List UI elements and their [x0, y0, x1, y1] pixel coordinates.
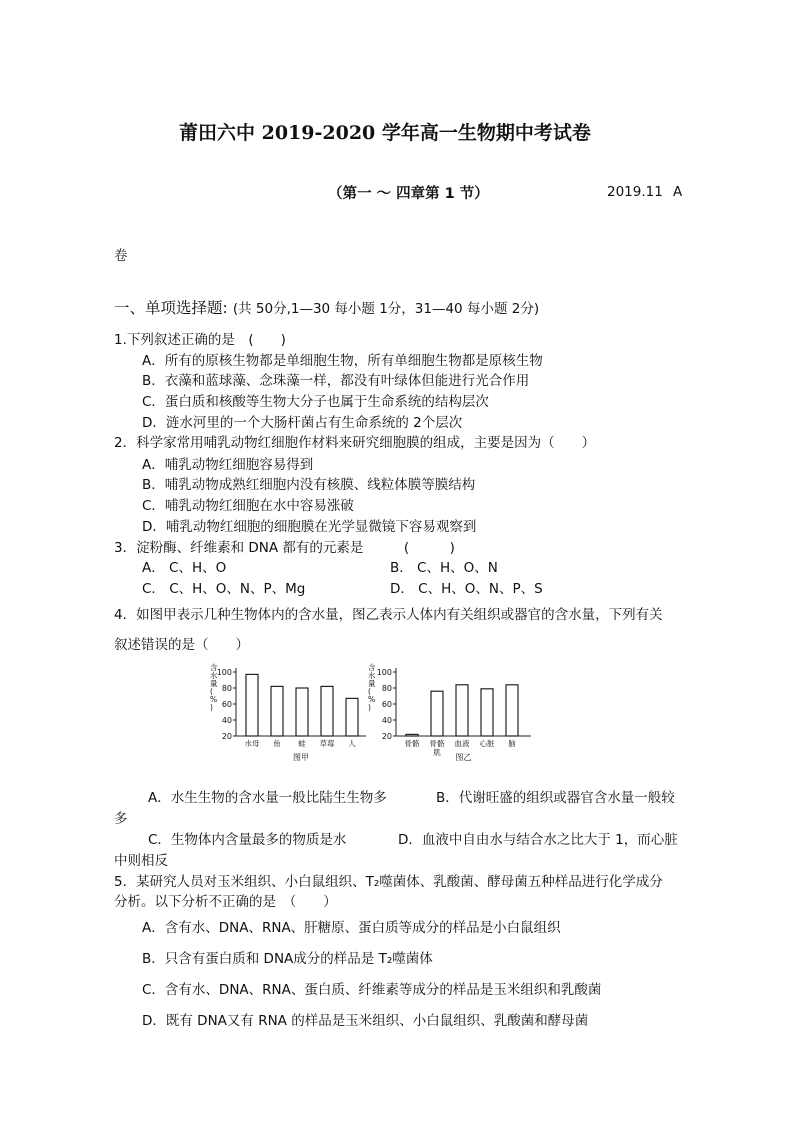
chart-yi: [368, 662, 531, 762]
q5-option-b: B．只含有蛋白质和 DNA成分的样品是 T₂噬菌体: [142, 951, 433, 967]
y-tick-label: 60: [221, 700, 232, 709]
q3-option-c: C． C、H、O、N、P、Mg: [142, 581, 306, 597]
bar: [346, 698, 358, 736]
q1-option-b: B．衣藻和蓝球藻、念珠藻一样，都没有叶绿体但能进行光合作用: [142, 373, 530, 389]
y-axis-label: 含水量( % ): [368, 663, 376, 712]
bar: [321, 686, 333, 736]
q3-option-a: A． C、H、O: [142, 560, 227, 576]
q3-option-d: D． C、H、O、N、P、S: [390, 581, 543, 597]
section-title: 一、单项选择题:: [114, 299, 228, 317]
q5-stem-line1: 5．某研究人员对玉米组织、小白鼠组织、T₂噬菌体、乳酸菌、酵母菌五种样品进行化学成分: [114, 874, 663, 890]
section-heading: [114, 296, 539, 318]
chart-title: 图甲: [293, 753, 309, 762]
y-tick-label: 40: [221, 716, 232, 725]
q1-option-d: D．涟水河里的一个大肠杆菌占有生命系统的 2个层次: [142, 415, 463, 431]
y-tick-label: 20: [221, 732, 232, 741]
q2-option-d: D．哺乳动物红细胞的细胞膜在光学显微镜下容易观察到: [142, 519, 477, 535]
chart-title: 图乙: [455, 753, 472, 762]
q5-option-c: C．含有水、DNA、RNA、蛋白质、纤维素等成分的样品是玉米组织和乳酸菌: [142, 982, 602, 998]
x-tick-label: 草莓: [319, 739, 335, 748]
bar: [481, 689, 493, 736]
q3-option-b: B． C、H、O、N: [390, 560, 498, 576]
x-tick-label: 脑: [508, 739, 516, 748]
y-axis-label: 含水量( % ): [210, 663, 218, 712]
x-tick-label: 水母: [244, 739, 260, 748]
q5-stem-line2: 分析。以下分析不正确的是 （ ）: [114, 894, 337, 910]
exam-date: 2019.11: [607, 184, 663, 200]
x-tick-label: 心脏: [479, 739, 495, 748]
exam-version: A: [673, 184, 683, 200]
q4-option-b-line1: B．代谢旺盛的组织或器官含水量一般较: [436, 790, 675, 806]
q4-figure: [200, 662, 540, 780]
bar: [246, 674, 258, 736]
q1-option-a: A．所有的原核生物都是单细胞生物，所有单细胞生物都是原核生物: [142, 353, 543, 369]
q1-stem: 1.下列叙述正确的是 ( ): [114, 332, 286, 348]
chart-jia: [210, 662, 366, 762]
exam-scope: （第一 ～ 四章第 1 节）: [328, 186, 489, 202]
bar: [406, 734, 418, 736]
y-tick-label: 80: [221, 684, 232, 693]
bar: [296, 688, 308, 736]
q2-option-c: C．哺乳动物红细胞在水中容易涨破: [142, 498, 354, 514]
q4-option-a: A．水生生物的含水量一般比陆生生物多: [148, 790, 387, 806]
exam-title: 莆田六中 2019-2020 学年高一生物期中考试卷: [179, 122, 591, 144]
x-tick-label: 血液: [454, 739, 470, 748]
bar: [456, 685, 468, 736]
q4-option-d-line1: D．血液中自由水与结合水之比大于 1，而心脏: [398, 832, 678, 848]
x-tick-label: 蛙: [298, 739, 306, 748]
q3-stem: 3．淀粉酶、纤维素和 DNA 都有的元素是 ( ): [114, 540, 455, 556]
bar: [431, 691, 443, 736]
q2-stem: 2．科学家常用哺乳动物红细胞作材料来研究细胞膜的组成，主要是因为（ ）: [114, 435, 596, 451]
x-tick-label: 鱼: [273, 739, 281, 748]
q4-stem-line2: 叙述错误的是（ ）: [114, 637, 249, 653]
y-tick-label: 20: [381, 732, 392, 741]
y-tick-label: 40: [381, 716, 392, 725]
bar: [271, 686, 283, 736]
q5-option-a: A．含有水、DNA、RNA、肝糖原、蛋白质等成分的样品是小白鼠组织: [142, 920, 561, 936]
exam-version-cont: 卷: [114, 248, 128, 264]
y-tick-label: 80: [381, 684, 392, 693]
q4-option-c: C．生物体内含量最多的物质是水: [148, 832, 347, 848]
y-tick-label: 100: [376, 668, 392, 677]
y-tick-label: 100: [216, 668, 232, 677]
q4-stem-line1: 4．如图甲表示几种生物体内的含水量，图乙表示人体内有关组织或器官的含水量，下列有关: [114, 607, 663, 623]
section-note: (共 50分,1—30 每小题 1分，31—40 每小题 2分): [232, 301, 540, 317]
q2-option-b: B．哺乳动物成熟红细胞内没有核膜、线粒体膜等膜结构: [142, 477, 476, 493]
q4-option-d-line2: 中则相反: [114, 853, 168, 869]
q5-option-d: D．既有 DNA又有 RNA 的样品是玉米组织、小白鼠组织、乳酸菌和酵母菌: [142, 1013, 589, 1029]
x-tick-label: 人: [348, 739, 356, 748]
x-tick-label: 骨骼肌: [429, 739, 445, 757]
q2-option-a: A．哺乳动物红细胞容易得到: [142, 457, 314, 473]
q4-option-b-line2: 多: [114, 811, 128, 827]
q1-option-c: C．蛋白质和核酸等生物大分子也属于生命系统的结构层次: [142, 394, 489, 410]
x-tick-label: 骨骼: [404, 739, 420, 748]
bar: [506, 685, 518, 736]
y-tick-label: 60: [381, 700, 392, 709]
